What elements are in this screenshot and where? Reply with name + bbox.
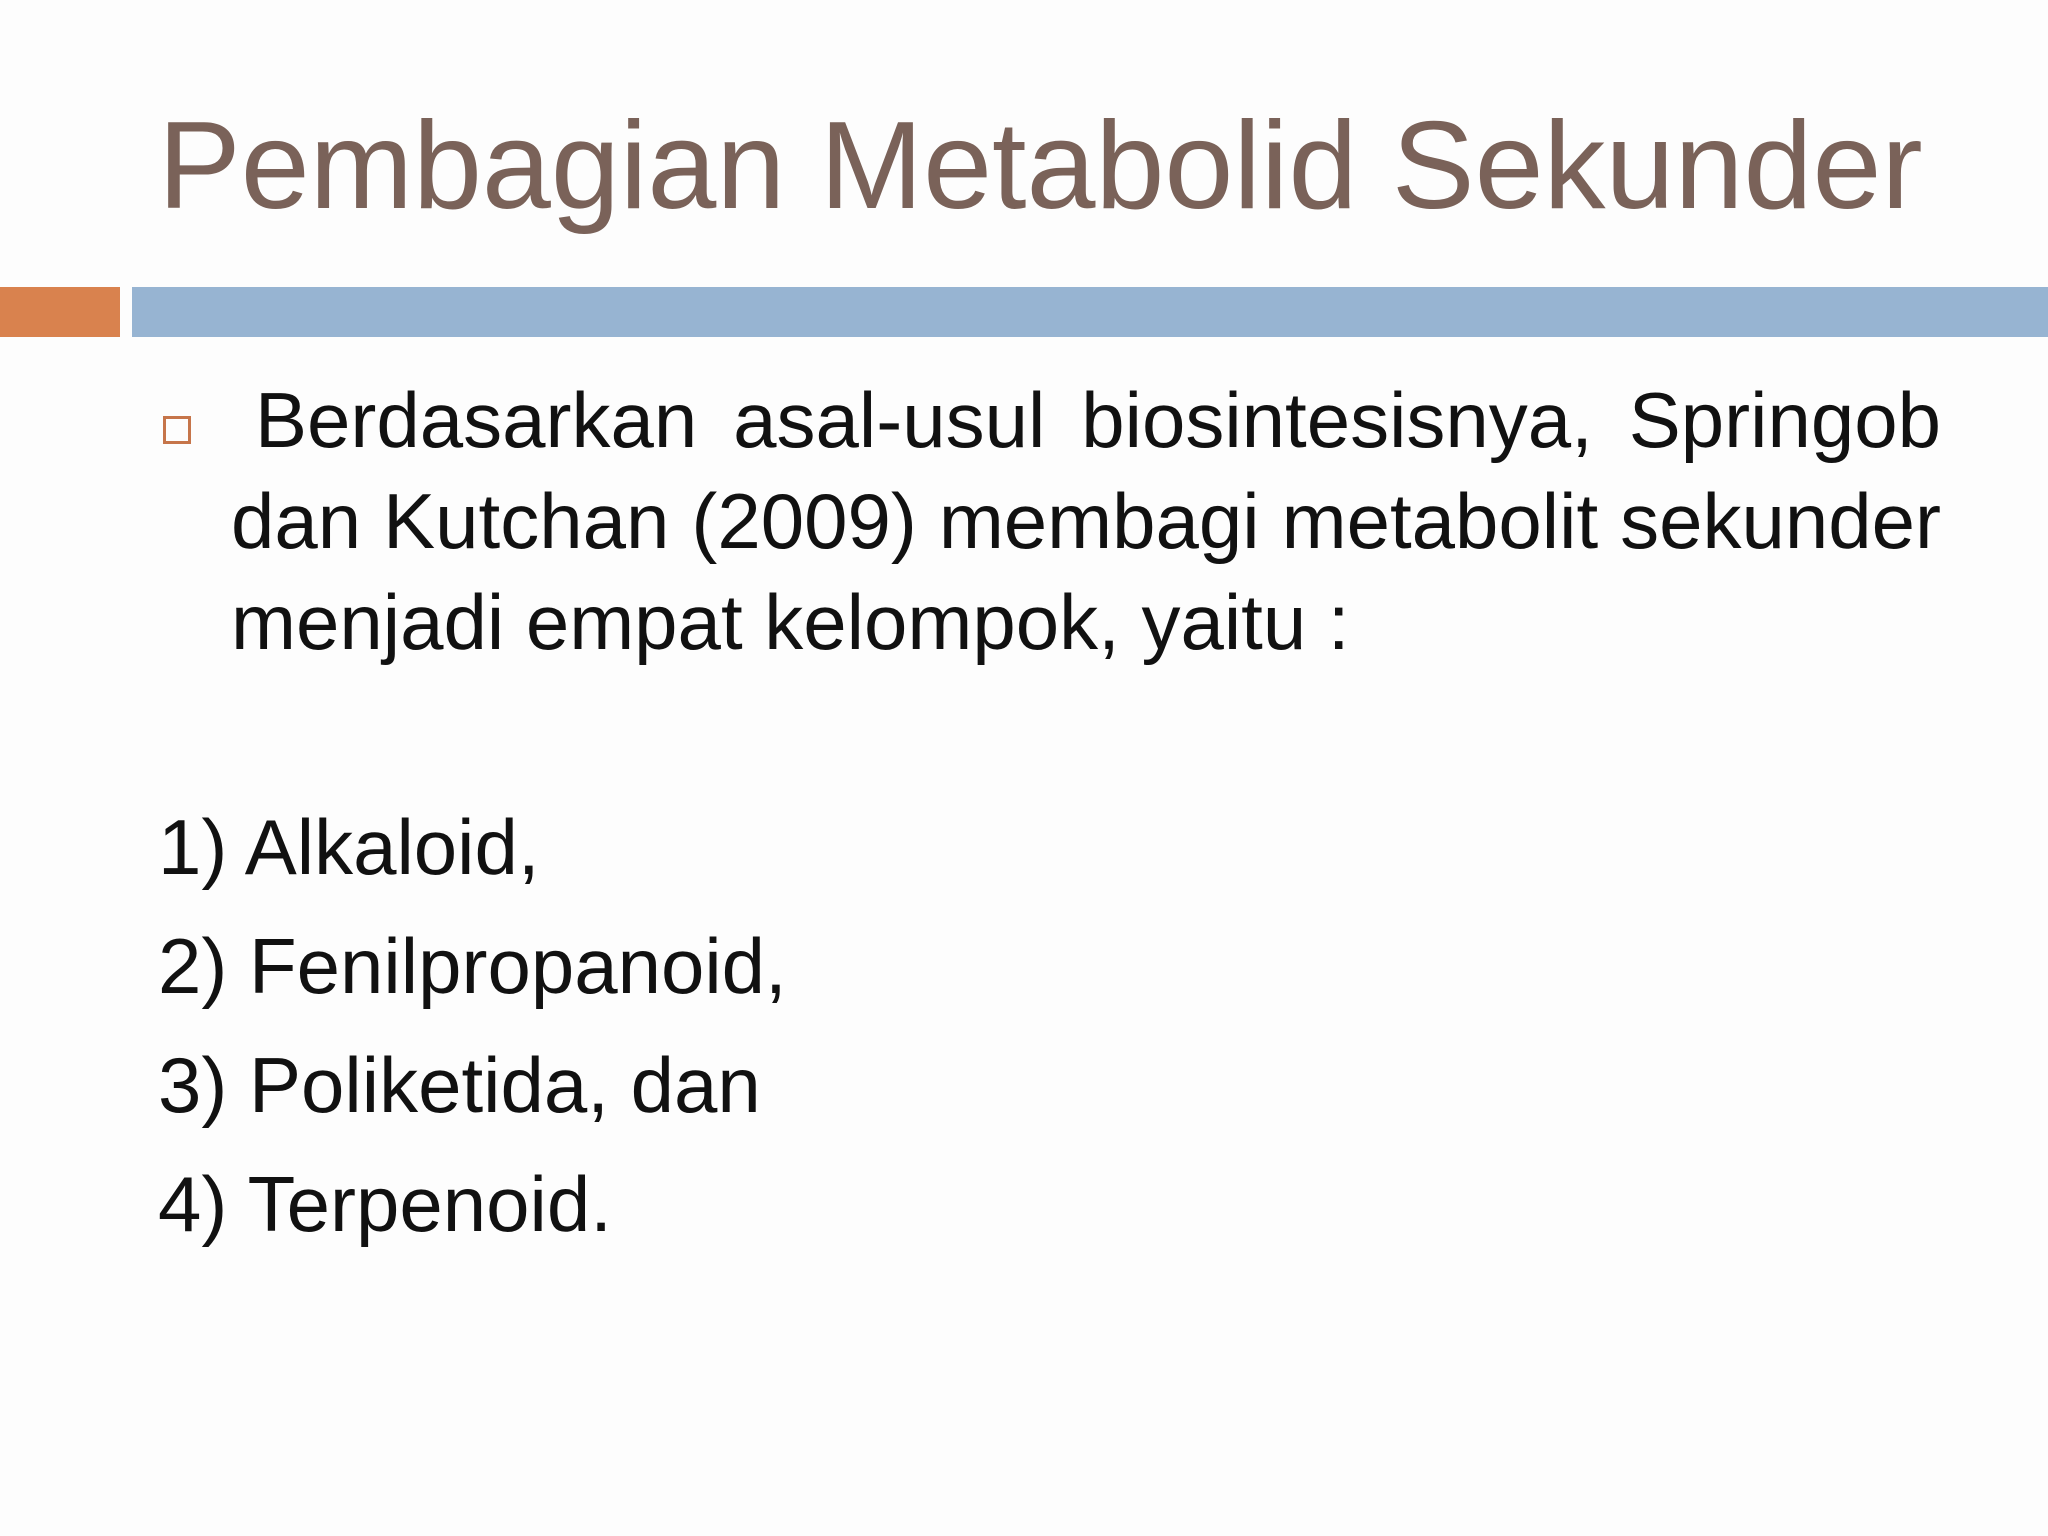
title-divider-bar [132,287,2048,337]
list-item: 3) Poliketida, dan [158,1041,761,1129]
intro-paragraph: Berdasarkan asal-usul biosintesisnya, Springob dan Kutchan (2009) membagi metabolit sekunder menjadi empat kelompok, yaitu : [231,376,1941,666]
list-item: 4) Terpenoid. [158,1160,612,1248]
list-item: 2) Fenilpropanoid, [158,922,787,1010]
title-accent-bar [0,287,120,337]
list-item: 1) Alkaloid, [158,803,540,891]
group-list [158,788,787,1264]
square-bullet-icon [163,416,191,444]
slide-title: Pembagian Metabolid Sekunder [158,97,1923,235]
